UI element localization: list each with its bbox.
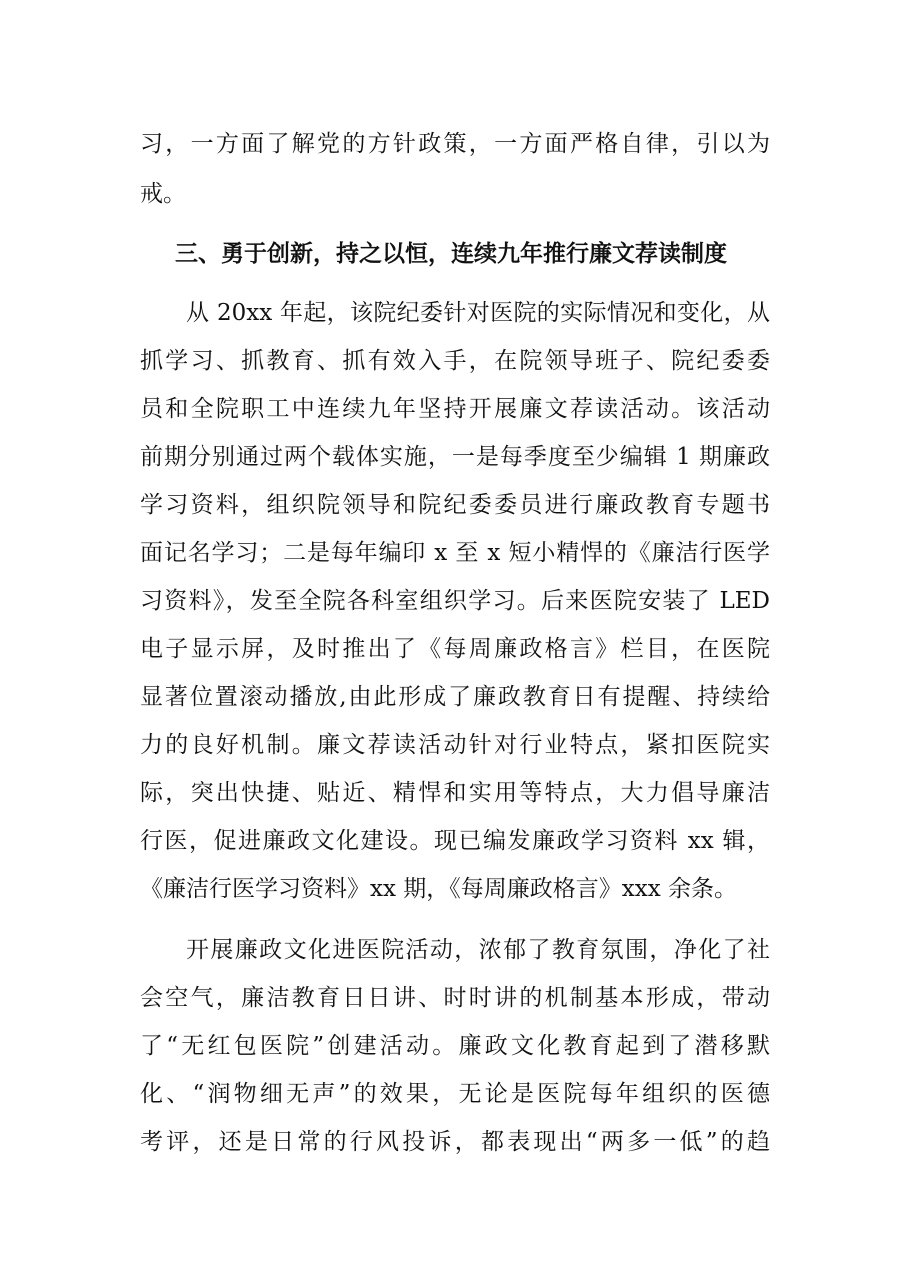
section-heading: 三、勇于创新，持之以恒，连续九年推行廉文荐读制度 <box>175 241 727 267</box>
text-line: 习，一方面了解党的方针政策，一方面严格自律，引以为 <box>140 131 770 157</box>
text-line: 抓学习、抓教育、抓有效入手，在院领导班子、院纪委委 <box>140 348 770 374</box>
text-line: 从 20xx 年起，该院纪委针对医院的实际情况和变化，从 <box>186 300 770 326</box>
text-line: 前期分别通过两个载体实施，一是每季度至少编辑 1 期廉政 <box>140 444 770 470</box>
text-line: 显著位置滚动播放,由此形成了廉政教育日有提醒、持续给 <box>140 684 770 710</box>
text-line: 行医，促进廉政文化建设。现已编发廉政学习资料 xx 辑， <box>140 828 770 854</box>
text-line: 习资料》，发至全院各科室组织学习。后来医院安装了 LED <box>140 588 770 614</box>
text-line: 化、“润物细无声”的效果，无论是医院每年组织的医德 <box>140 1081 770 1107</box>
text-line: 学习资料，组织院领导和院纪委委员进行廉政教育专题书 <box>140 492 770 518</box>
text-line: 戒。 <box>140 181 186 207</box>
text-line: 《廉洁行医学习资料》xx 期，《每周廉政格言》xxx 余条。 <box>140 876 737 902</box>
text-line: 力的良好机制。廉文荐读活动针对行业特点，紧扣医院实 <box>140 732 770 758</box>
text-line: 考评，还是日常的行风投诉，都表现出“两多一低”的趋 <box>140 1129 770 1155</box>
text-line: 会空气，廉洁教育日日讲、时时讲的机制基本形成，带动 <box>140 985 770 1011</box>
text-line: 了“无红包医院”创建活动。廉政文化教育起到了潜移默 <box>140 1033 770 1059</box>
text-line: 电子显示屏，及时推出了《每周廉政格言》栏目，在医院 <box>140 636 770 662</box>
text-line: 员和全院职工中连续九年坚持开展廉文荐读活动。该活动 <box>140 396 770 422</box>
text-line: 际，突出快捷、贴近、精悍和实用等特点，大力倡导廉洁 <box>140 780 770 806</box>
text-line: 开展廉政文化进医院活动，浓郁了教育氛围，净化了社 <box>186 937 770 963</box>
text-line: 面记名学习；二是每年编印 x 至 x 短小精悍的《廉洁行医学 <box>140 540 770 566</box>
